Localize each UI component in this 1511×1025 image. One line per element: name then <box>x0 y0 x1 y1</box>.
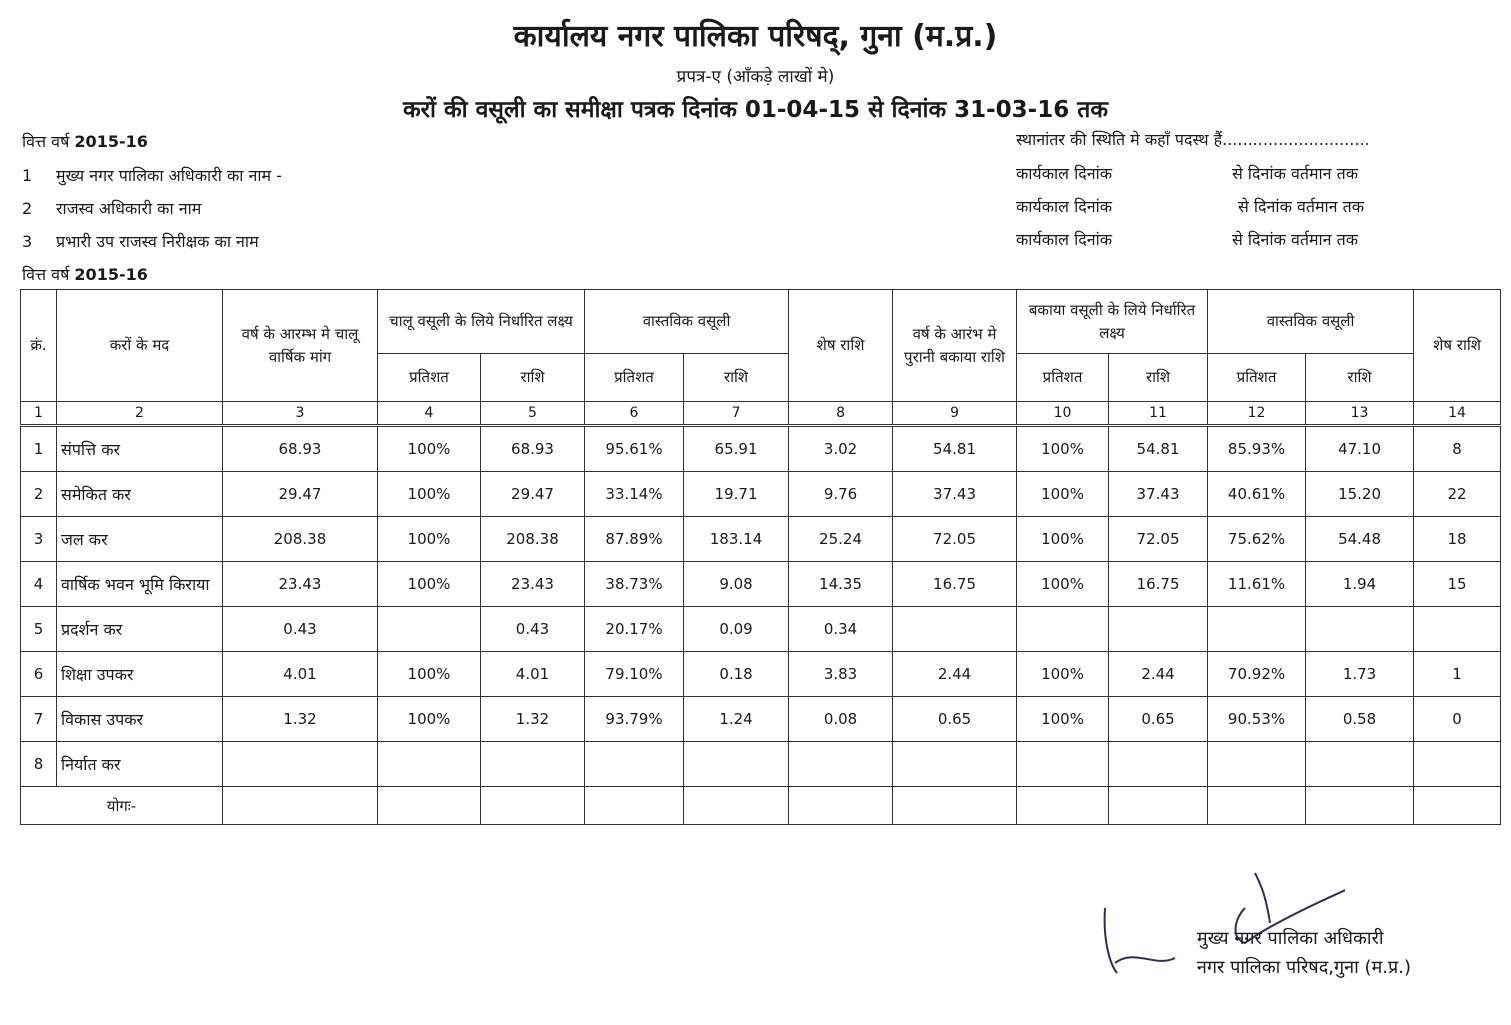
tenure-to-1: से दिनांक वर्तमान तक <box>1232 164 1359 183</box>
table-cell: 75.62% <box>1208 517 1306 562</box>
table-cell: 14.35 <box>789 562 893 607</box>
table-cell: 16.75 <box>893 562 1017 607</box>
table-cell: 15 <box>1414 562 1501 607</box>
table-cell: 0.08 <box>789 697 893 742</box>
column-number: 11 <box>1109 402 1208 426</box>
table-cell: 20.17% <box>585 607 684 652</box>
table-cell: 68.93 <box>481 426 585 472</box>
table-cell: 208.38 <box>223 517 378 562</box>
subheader-amount: राशि <box>1109 354 1208 402</box>
header-sno: क्रं. <box>21 290 57 402</box>
table-cell <box>378 742 481 787</box>
table-cell: 1.24 <box>684 697 789 742</box>
table-cell: 3.02 <box>789 426 893 472</box>
table-cell: 4.01 <box>223 652 378 697</box>
table-cell <box>1208 607 1306 652</box>
table-cell: 33.14% <box>585 472 684 517</box>
column-number: 5 <box>481 402 585 426</box>
table-row <box>21 426 1501 472</box>
table-cell <box>1306 742 1414 787</box>
table-cell: 0.43 <box>223 607 378 652</box>
table-cell: 100% <box>1017 562 1109 607</box>
table-cell: 8 <box>21 742 57 787</box>
column-number: 14 <box>1414 402 1501 426</box>
total-cell <box>684 787 789 825</box>
column-number: 6 <box>585 402 684 426</box>
table-cell <box>1109 607 1208 652</box>
table-cell: 90.53% <box>1208 697 1306 742</box>
header-balance-2: शेष राशि <box>1414 290 1501 402</box>
table-cell: 19.71 <box>684 472 789 517</box>
tax-item-name: समेकित कर <box>57 472 223 517</box>
table-cell: 2.44 <box>1109 652 1208 697</box>
table-cell: 23.43 <box>481 562 585 607</box>
table-cell <box>585 742 684 787</box>
table-cell: 0.09 <box>684 607 789 652</box>
table-cell: 1.94 <box>1306 562 1414 607</box>
table-cell: 54.81 <box>1109 426 1208 472</box>
table-cell: 23.43 <box>223 562 378 607</box>
table-cell: 93.79% <box>585 697 684 742</box>
header-item: करों के मद <box>57 290 223 402</box>
table-cell: 16.75 <box>1109 562 1208 607</box>
official-row-3 <box>22 230 259 252</box>
total-cell <box>1109 787 1208 825</box>
table-cell: 87.89% <box>585 517 684 562</box>
table-cell <box>1017 742 1109 787</box>
table-cell <box>481 742 585 787</box>
table-cell <box>1306 607 1414 652</box>
financial-year-bottom <box>22 263 148 285</box>
tax-recovery-table <box>20 289 1501 825</box>
table-cell <box>378 607 481 652</box>
table-cell: 72.05 <box>1109 517 1208 562</box>
table-cell: 29.47 <box>223 472 378 517</box>
total-cell <box>223 787 378 825</box>
table-cell: 70.92% <box>1208 652 1306 697</box>
table-cell: 65.91 <box>684 426 789 472</box>
tax-item-name: जल कर <box>57 517 223 562</box>
tax-item-name: वार्षिक भवन भूमि किराया <box>57 562 223 607</box>
fy-value: 2015-16 <box>74 132 148 151</box>
table-cell: 54.81 <box>893 426 1017 472</box>
tenure-to-2: से दिनांक वर्तमान तक <box>1238 197 1365 216</box>
table-cell: 4.01 <box>481 652 585 697</box>
table-cell: 37.43 <box>1109 472 1208 517</box>
table-cell: 25.24 <box>789 517 893 562</box>
table-cell: 95.61% <box>585 426 684 472</box>
table-cell: 11.61% <box>1208 562 1306 607</box>
table-cell <box>1208 742 1306 787</box>
table-cell <box>1109 742 1208 787</box>
document-subtitle: प्रपत्र-ए (आँकड़े लाखों मे) <box>676 67 835 87</box>
tax-item-name: प्रदर्शन कर <box>57 607 223 652</box>
table-cell: 5 <box>21 607 57 652</box>
total-cell <box>1017 787 1109 825</box>
table-cell: 100% <box>1017 652 1109 697</box>
table-row <box>21 697 1501 742</box>
subheader-percent: प्रतिशत <box>1017 354 1109 402</box>
table-cell: 8 <box>1414 426 1501 472</box>
table-cell: 100% <box>1017 517 1109 562</box>
header-actual-recovery-2: वास्तविक वसूली <box>1208 290 1414 354</box>
table-cell: 100% <box>1017 697 1109 742</box>
tenure-from-1: कार्यकाल दिनांक <box>1016 164 1113 183</box>
table-cell: 100% <box>378 562 481 607</box>
table-row <box>21 652 1501 697</box>
official-row-1 <box>22 164 282 186</box>
table-cell: 72.05 <box>893 517 1017 562</box>
tax-item-name: शिक्षा उपकर <box>57 652 223 697</box>
tax-item-name: विकास उपकर <box>57 697 223 742</box>
table-cell: 0.58 <box>1306 697 1414 742</box>
table-cell: 1 <box>1414 652 1501 697</box>
table-cell: 15.20 <box>1306 472 1414 517</box>
subheader-percent: प्रतिशत <box>1208 354 1306 402</box>
column-number: 8 <box>789 402 893 426</box>
table-row <box>21 562 1501 607</box>
column-number-row <box>21 402 1501 426</box>
table-cell: 1.32 <box>223 697 378 742</box>
table-cell: 2.44 <box>893 652 1017 697</box>
table-cell: 3 <box>21 517 57 562</box>
column-number: 7 <box>684 402 789 426</box>
table-cell <box>893 742 1017 787</box>
table-row <box>21 517 1501 562</box>
table-cell: 47.10 <box>1306 426 1414 472</box>
table-row <box>21 742 1501 787</box>
official-no: 1 <box>22 166 33 185</box>
table-cell: 183.14 <box>684 517 789 562</box>
table-cell: 0.34 <box>789 607 893 652</box>
table-cell <box>789 742 893 787</box>
tenure-from-2: कार्यकाल दिनांक <box>1016 197 1113 216</box>
table-row <box>21 607 1501 652</box>
header-old-arrears: वर्ष के आरंभ मे पुरानी बकाया राशि <box>893 290 1017 402</box>
header-current-demand: वर्ष के आरम्भ मे चालू वार्षिक मांग <box>223 290 378 402</box>
total-cell <box>585 787 684 825</box>
column-number: 1 <box>21 402 57 426</box>
official-label: राजस्व अधिकारी का नाम <box>56 199 202 218</box>
table-cell: 7 <box>21 697 57 742</box>
table-cell: 40.61% <box>1208 472 1306 517</box>
table-row <box>21 472 1501 517</box>
header-arrears-target: बकाया वसूली के लिये निर्धारित लक्ष्य <box>1017 290 1208 354</box>
tenure-from-3: कार्यकाल दिनांक <box>1016 230 1113 249</box>
official-no: 3 <box>22 232 33 251</box>
table-cell: 100% <box>1017 426 1109 472</box>
subheader-amount: राशि <box>1306 354 1414 402</box>
header-actual-recovery: वास्तविक वसूली <box>585 290 789 354</box>
total-label: योगः- <box>21 787 223 825</box>
table-cell: 9.08 <box>684 562 789 607</box>
header-current-target: चालू वसूली के लिये निर्धारित लक्ष्य <box>378 290 585 354</box>
total-row <box>21 787 1501 825</box>
table-cell: 100% <box>378 517 481 562</box>
total-cell <box>1414 787 1501 825</box>
subheader-amount: राशि <box>684 354 789 402</box>
total-cell <box>378 787 481 825</box>
table-cell: 9.76 <box>789 472 893 517</box>
table-cell: 100% <box>378 652 481 697</box>
signature-title: मुख्य नगर पालिका अधिकारी <box>1196 928 1384 949</box>
table-cell: 0 <box>1414 697 1501 742</box>
table-cell: 68.93 <box>223 426 378 472</box>
table-cell <box>223 742 378 787</box>
document-title: कार्यालय नगर पालिका परिषद्, गुना (म.प्र.) <box>513 19 998 54</box>
table-cell: 100% <box>378 426 481 472</box>
total-cell <box>481 787 585 825</box>
transfer-status: स्थानांतर की स्थिति मे कहाँ पदस्थ हैं............................. <box>1016 130 1370 149</box>
table-cell: 3.83 <box>789 652 893 697</box>
table-cell <box>1414 742 1501 787</box>
table-cell: 4 <box>21 562 57 607</box>
table-cell <box>1414 607 1501 652</box>
subheader-amount: राशि <box>481 354 585 402</box>
column-number: 12 <box>1208 402 1306 426</box>
table-cell: 0.65 <box>893 697 1017 742</box>
tax-item-name: निर्यात कर <box>57 742 223 787</box>
table-cell: 37.43 <box>893 472 1017 517</box>
header-balance: शेष राशि <box>789 290 893 402</box>
total-cell <box>789 787 893 825</box>
table-cell: 29.47 <box>481 472 585 517</box>
column-number: 2 <box>57 402 223 426</box>
signature-block <box>1197 925 1411 983</box>
fy-label: वित्त वर्ष <box>22 132 70 151</box>
table-cell: 6 <box>21 652 57 697</box>
subheader-percent: प्रतिशत <box>378 354 481 402</box>
table-cell: 79.10% <box>585 652 684 697</box>
table-cell: 0.18 <box>684 652 789 697</box>
tax-item-name: संपत्ति कर <box>57 426 223 472</box>
official-label: मुख्य नगर पालिका अधिकारी का नाम - <box>56 166 282 185</box>
table-cell: 100% <box>378 472 481 517</box>
table-cell: 38.73% <box>585 562 684 607</box>
financial-year-top <box>22 130 148 152</box>
table-cell: 1.32 <box>481 697 585 742</box>
column-number: 9 <box>893 402 1017 426</box>
table-cell: 54.48 <box>1306 517 1414 562</box>
column-number: 10 <box>1017 402 1109 426</box>
table-cell: 85.93% <box>1208 426 1306 472</box>
fy-value: 2015-16 <box>74 265 148 284</box>
table-cell: 1 <box>21 426 57 472</box>
total-cell <box>893 787 1017 825</box>
subheader-percent: प्रतिशत <box>585 354 684 402</box>
official-row-2 <box>22 197 201 219</box>
official-no: 2 <box>22 199 33 218</box>
table-cell: 0.65 <box>1109 697 1208 742</box>
fy-label: वित्त वर्ष <box>22 265 70 284</box>
column-number: 13 <box>1306 402 1414 426</box>
column-number: 3 <box>223 402 378 426</box>
column-number: 4 <box>378 402 481 426</box>
table-cell: 0.43 <box>481 607 585 652</box>
table-cell: 100% <box>1017 472 1109 517</box>
signature-office: नगर पालिका परिषद,गुना (म.प्र.) <box>1196 956 1411 978</box>
table-cell: 22 <box>1414 472 1501 517</box>
total-cell <box>1306 787 1414 825</box>
table-cell: 208.38 <box>481 517 585 562</box>
document-heading: करों की वसूली का समीक्षा पत्रक दिनांक 01-04-15 से दिनांक 31-03-16 तक <box>402 97 1109 123</box>
tenure-to-3: से दिनांक वर्तमान तक <box>1232 230 1359 249</box>
table-cell: 1.73 <box>1306 652 1414 697</box>
table-cell: 2 <box>21 472 57 517</box>
official-label: प्रभारी उप राजस्व निरीक्षक का नाम <box>56 232 259 251</box>
table-cell <box>893 607 1017 652</box>
total-cell <box>1208 787 1306 825</box>
table-cell: 100% <box>378 697 481 742</box>
table-cell <box>1017 607 1109 652</box>
table-cell <box>684 742 789 787</box>
table-cell: 18 <box>1414 517 1501 562</box>
